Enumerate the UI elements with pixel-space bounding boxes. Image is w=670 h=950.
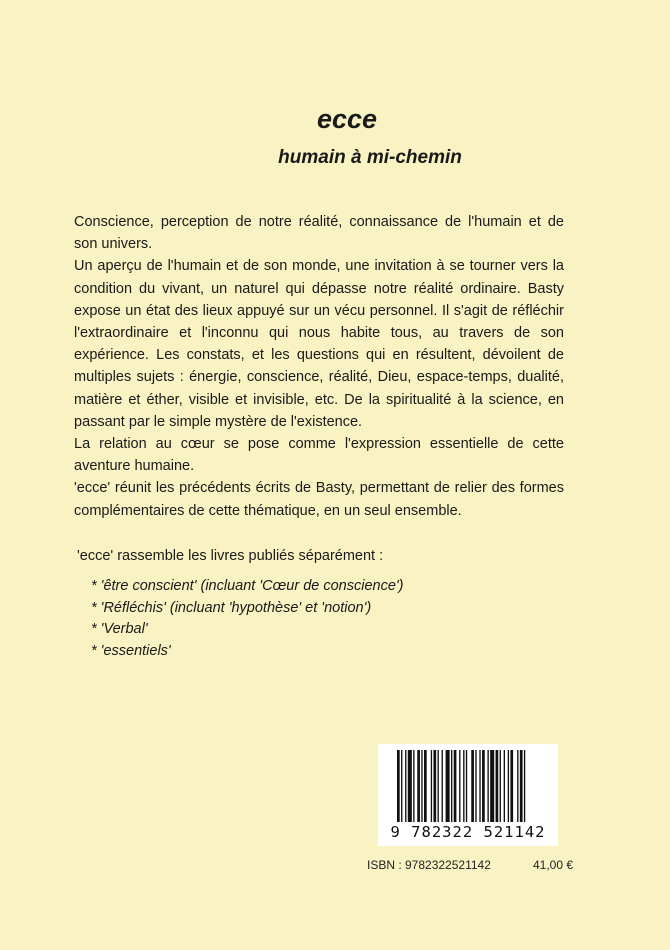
book-subtitle: humain à mi-chemin xyxy=(278,147,462,168)
barcode-bar xyxy=(487,750,488,822)
books-list-item: * 'Réfléchis' (incluant 'hypothèse' et 'notion') xyxy=(91,599,372,616)
books-list xyxy=(91,576,404,663)
barcode-bar xyxy=(446,750,450,822)
price-label: 41,00 € xyxy=(533,858,574,872)
books-list-item: * 'essentiels' xyxy=(91,643,171,660)
barcode-bar xyxy=(424,750,427,822)
barcode-bar xyxy=(500,750,501,822)
barcode-bar xyxy=(508,750,509,822)
back-cover-description xyxy=(74,211,564,522)
barcode-bar xyxy=(463,750,464,822)
description-paragraph: Conscience, perception de notre réalité, connaissance de l'humain et de son univers. xyxy=(74,214,564,253)
barcode-bar xyxy=(504,750,505,822)
barcode-bar xyxy=(397,750,400,822)
barcode-bar xyxy=(405,750,406,822)
barcode-bar xyxy=(496,750,499,822)
barcode-bar xyxy=(421,750,422,822)
books-list-item: * 'être conscient' (incluant 'Cœur de conscience') xyxy=(91,578,404,594)
barcode-bar xyxy=(413,750,414,822)
barcode-bar xyxy=(466,750,467,822)
barcode-bar xyxy=(408,750,412,822)
barcode-bar xyxy=(482,750,485,822)
barcode-bar xyxy=(517,750,518,822)
barcode-bar xyxy=(401,750,402,822)
barcode-bar xyxy=(471,750,474,822)
books-intro: 'ecce' rassemble les livres publiés séparément : xyxy=(77,548,384,564)
isbn-label: ISBN : 9782322521142 xyxy=(367,858,491,872)
barcode-bar xyxy=(510,750,513,822)
barcode-bar xyxy=(459,750,460,822)
description-paragraph: Un aperçu de l'humain et de son monde, une invitation à se tourner vers la condition du vivant, un naturel qui dépasse notre réalité ordinaire. Basty expose un état des lieux appuyé sur un vécu personnel. Il s'agit de réfléchir l'extraordinaire et l'inconnu qui nous habite tous, au travers de son expérience. Les constats, et les questions qui en résultent, dévoilent de multiples sujets : énergie, conscience, réalité, Dieu, espace-temps, dualité, matière et éther, visible et invisible, etc. De la spiritualité à la science, en passant par le simple mystère de l'existence. xyxy=(74,258,564,430)
barcode-bar xyxy=(451,750,452,822)
barcode-bar xyxy=(433,750,436,822)
barcode-bar xyxy=(524,750,525,822)
book-title: ecce xyxy=(316,104,378,134)
barcode-bar xyxy=(475,750,476,822)
books-list-item: * 'Verbal' xyxy=(91,621,148,638)
barcode-bar xyxy=(431,750,432,822)
description-paragraph: La relation au cœur se pose comme l'expression essentielle de cette aventure humaine. xyxy=(74,436,564,475)
barcode-bar xyxy=(417,750,420,822)
barcode-bar xyxy=(520,750,523,822)
barcode-bar xyxy=(442,750,443,822)
barcode-bar xyxy=(479,750,480,822)
barcode xyxy=(378,744,558,846)
barcode-digits: 9 782322 521142 xyxy=(390,823,546,841)
barcode-bar xyxy=(438,750,439,822)
barcode-bar xyxy=(454,750,457,822)
description-paragraph: 'ecce' réunit les précédents écrits de Basty, permettant de relier des formes complémentaires de cette thématique, en un seul ensemble. xyxy=(74,480,564,519)
barcode-bar xyxy=(490,750,494,822)
